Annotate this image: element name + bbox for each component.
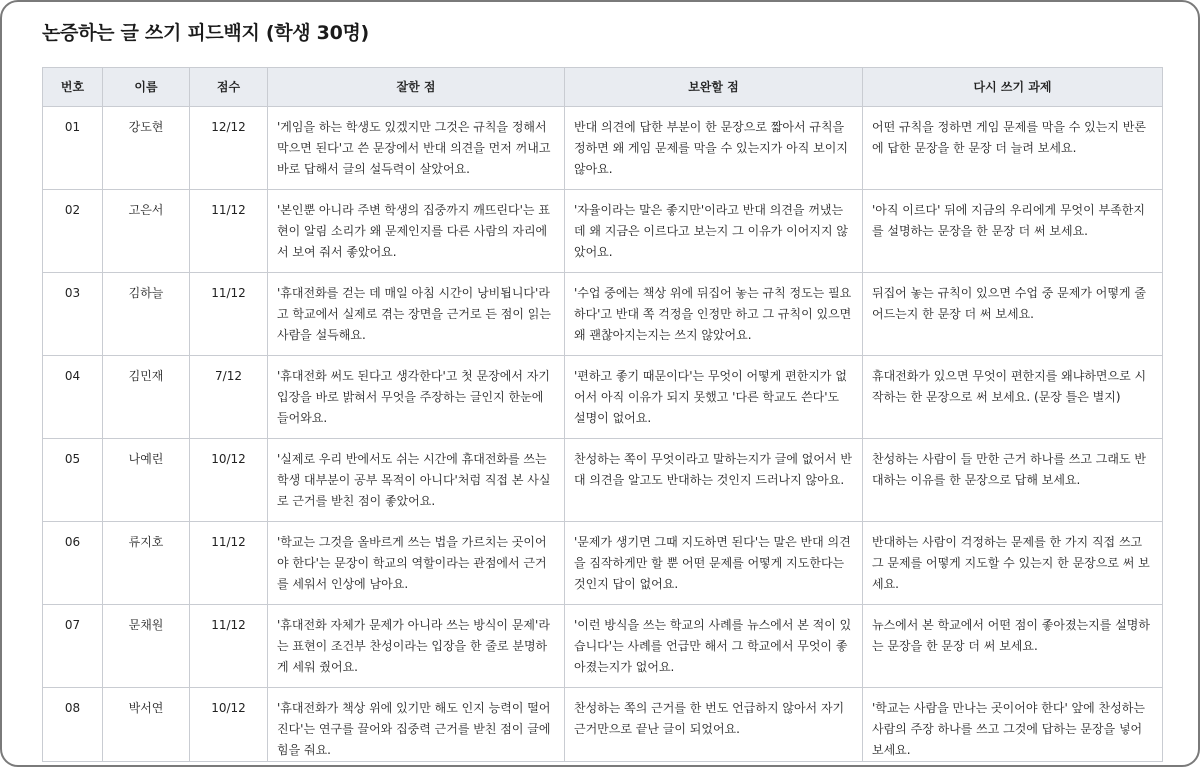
header-rewrite: 다시 쓰기 과제 [863, 68, 1163, 107]
cell-improvements: 찬성하는 쪽의 근거를 한 번도 언급하지 않아서 자기 근거만으로 끝난 글이 되었어요. [565, 688, 863, 762]
cell-rewrite: 반대하는 사람이 걱정하는 문제를 한 가지 직접 쓰고 그 문제를 어떻게 지도할 수 있는지 한 문장으로 써 보세요. [863, 522, 1163, 605]
cell-score: 11/12 [190, 190, 268, 273]
cell-rewrite: 어떤 규칙을 정하면 게임 문제를 막을 수 있는지 반론에 답한 문장을 한 문장 더 늘려 보세요. [863, 107, 1163, 190]
cell-score: 7/12 [190, 356, 268, 439]
cell-number: 06 [43, 522, 103, 605]
cell-strengths: '휴대전화 자체가 문제가 아니라 쓰는 방식이 문제'라는 표현이 조건부 찬성이라는 입장을 한 줄로 분명하게 세워 줬어요. [268, 605, 565, 688]
cell-score: 12/12 [190, 107, 268, 190]
cell-number: 08 [43, 688, 103, 762]
cell-number: 03 [43, 273, 103, 356]
table-row [43, 605, 1163, 688]
cell-improvements: 반대 의견에 답한 부분이 한 문장으로 짧아서 규칙을 정하면 왜 게임 문제를 막을 수 있는지가 아직 보이지 않아요. [565, 107, 863, 190]
page-title: 논증하는 글 쓰기 피드백지 (학생 30명) [42, 22, 369, 44]
cell-name: 박서연 [103, 688, 190, 762]
cell-rewrite: 휴대전화가 있으면 무엇이 편한지를 왜냐하면으로 시작하는 한 문장으로 써 보세요. (문장 틀은 별지) [863, 356, 1163, 439]
cell-score: 11/12 [190, 605, 268, 688]
header-name: 이름 [103, 68, 190, 107]
cell-strengths: '실제로 우리 반에서도 쉬는 시간에 휴대전화를 쓰는 학생 대부분이 공부 목적이 아니다'처럼 직접 본 사실로 근거를 받친 점이 좋았어요. [268, 439, 565, 522]
table-row [43, 688, 1163, 762]
cell-strengths: '휴대전화 써도 된다고 생각한다'고 첫 문장에서 자기 입장을 바로 밝혀서 무엇을 주장하는 글인지 한눈에 들어와요. [268, 356, 565, 439]
table-row [43, 273, 1163, 356]
cell-strengths: '게임을 하는 학생도 있겠지만 그것은 규칙을 정해서 막으면 된다'고 쓴 문장에서 반대 의견을 먼저 꺼내고 바로 답해서 글의 설득력이 살았어요. [268, 107, 565, 190]
cell-rewrite: '학교는 사람을 만나는 곳이어야 한다' 앞에 찬성하는 사람의 주장 하나를 쓰고 그것에 답하는 문장을 넣어 보세요. [863, 688, 1163, 762]
table-header-row [43, 68, 1163, 107]
cell-rewrite: 뒤집어 놓는 규칙이 있으면 수업 중 문제가 어떻게 줄어드는지 한 문장 더 써 보세요. [863, 273, 1163, 356]
cell-score: 10/12 [190, 688, 268, 762]
cell-strengths: '본인뿐 아니라 주변 학생의 집중까지 깨뜨린다'는 표현이 알림 소리가 왜 문제인지를 다른 사람의 자리에서 보여 줘서 좋았어요. [268, 190, 565, 273]
cell-number: 05 [43, 439, 103, 522]
cell-improvements: 찬성하는 쪽이 무엇이라고 말하는지가 글에 없어서 반대 의견을 알고도 반대하는 것인지 드러나지 않아요. [565, 439, 863, 522]
cell-rewrite: '아직 이르다' 뒤에 지금의 우리에게 무엇이 부족한지를 설명하는 문장을 한 문장 더 써 보세요. [863, 190, 1163, 273]
table-row [43, 190, 1163, 273]
header-improvements: 보완할 점 [565, 68, 863, 107]
cell-name: 김하늘 [103, 273, 190, 356]
cell-improvements: '수업 중에는 책상 위에 뒤집어 놓는 규칙 정도는 필요하다'고 반대 쪽 걱정을 인정만 하고 그 규칙이 있으면 왜 괜찮아지는지는 쓰지 않았어요. [565, 273, 863, 356]
cell-number: 04 [43, 356, 103, 439]
table-row [43, 522, 1163, 605]
cell-name: 강도현 [103, 107, 190, 190]
feedback-table [42, 67, 1163, 762]
cell-strengths: '휴대전화를 걷는 데 매일 아침 시간이 낭비됩니다'라고 학교에서 실제로 겪는 장면을 근거로 든 점이 읽는 사람을 설득해요. [268, 273, 565, 356]
cell-rewrite: 찬성하는 사람이 들 만한 근거 하나를 쓰고 그래도 반대하는 이유를 한 문장으로 답해 보세요. [863, 439, 1163, 522]
table-row [43, 107, 1163, 190]
table-row [43, 356, 1163, 439]
cell-improvements: '편하고 좋기 때문이다'는 무엇이 어떻게 편한지가 없어서 아직 이유가 되지 못했고 '다른 학교도 쓴다'도 설명이 없어요. [565, 356, 863, 439]
cell-name: 문채원 [103, 605, 190, 688]
cell-score: 11/12 [190, 522, 268, 605]
cell-name: 고은서 [103, 190, 190, 273]
cell-number: 07 [43, 605, 103, 688]
cell-name: 김민재 [103, 356, 190, 439]
cell-number: 02 [43, 190, 103, 273]
header-number: 번호 [43, 68, 103, 107]
cell-name: 류지호 [103, 522, 190, 605]
cell-improvements: '문제가 생기면 그때 지도하면 된다'는 말은 반대 의견을 짐작하게만 할 뿐 어떤 문제를 어떻게 지도한다는 것인지 답이 없어요. [565, 522, 863, 605]
cell-rewrite: 뉴스에서 본 학교에서 어떤 점이 좋아졌는지를 설명하는 문장을 한 문장 더 써 보세요. [863, 605, 1163, 688]
cell-number: 01 [43, 107, 103, 190]
cell-name: 나예린 [103, 439, 190, 522]
cell-improvements: '자율이라는 말은 좋지만'이라고 반대 의견을 꺼냈는데 왜 지금은 이르다고 보는지 그 이유가 이어지지 않았어요. [565, 190, 863, 273]
cell-improvements: '이런 방식을 쓰는 학교의 사례를 뉴스에서 본 적이 있습니다'는 사례를 언급만 해서 그 학교에서 무엇이 좋아졌는지가 없어요. [565, 605, 863, 688]
cell-strengths: '휴대전화가 책상 위에 있기만 해도 인지 능력이 떨어진다'는 연구를 끌어와 집중력 근거를 받친 점이 글에 힘을 줘요. [268, 688, 565, 762]
table-row [43, 439, 1163, 522]
header-strengths: 잘한 점 [268, 68, 565, 107]
cell-strengths: '학교는 그것을 올바르게 쓰는 법을 가르치는 곳이어야 한다'는 문장이 학교의 역할이라는 관점에서 근거를 세워서 인상에 남아요. [268, 522, 565, 605]
cell-score: 10/12 [190, 439, 268, 522]
cell-score: 11/12 [190, 273, 268, 356]
header-score: 점수 [190, 68, 268, 107]
